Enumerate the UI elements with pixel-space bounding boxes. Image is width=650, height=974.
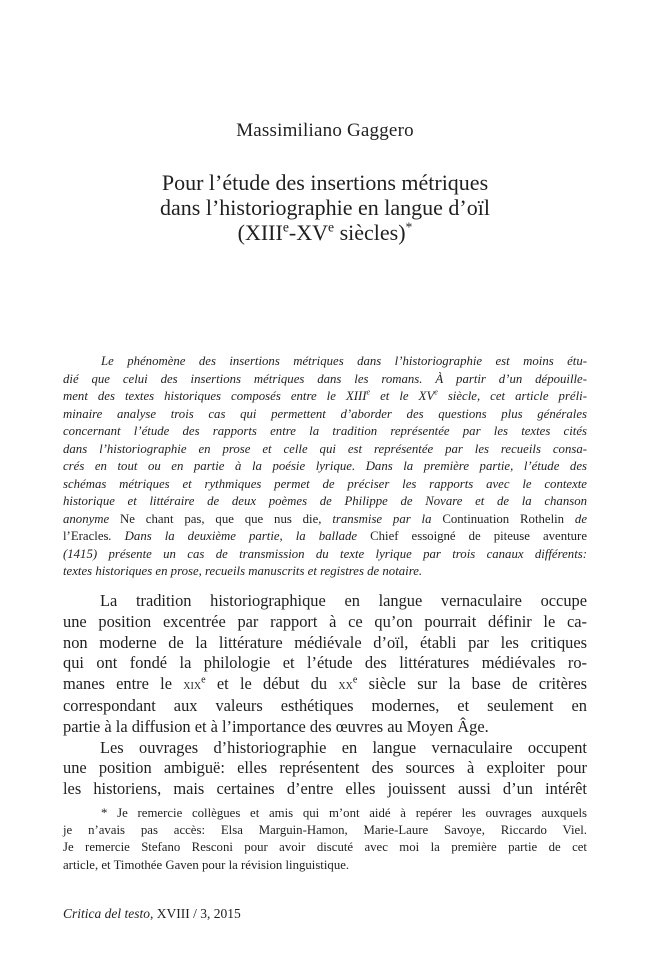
body-line: une position ambiguë: elles représentent des sources à exploiter pour [63, 758, 587, 778]
abstract-line: concernant l’étude des rapports entre la tradition représentée par les textes cités [63, 424, 587, 438]
abstract-line: crés en tout ou en partie à la poésie lyrique. Dans la première partie, l’étude des [63, 459, 587, 473]
abstract-line: schémas métriques et rythmiques permet de préciser les rapports avec le contexte [63, 476, 587, 491]
footnote-line: * Je remercie collègues et amis qui m’ont aidé à repérer les ouvrages auxquels [101, 806, 587, 820]
abstract-line: minaire analyse trois cas qui permettent d’aborder des questions plus générales [63, 406, 587, 421]
body-line: non moderne de la littérature médiévale d’oïl, établi par les critiques [63, 632, 587, 652]
abstract-line: (1415) présente un cas de transmission du texte lyrique par trois canaux différents: [63, 546, 587, 561]
title-line-2: dans l’historiographie en langue d’oïl [160, 195, 490, 220]
footnote-line: je n’avais pas accès: Elsa Marguin-Hamon, Marie-Laure Savoye, Riccardo Viel. [63, 823, 587, 838]
abstract [63, 353, 587, 581]
article-title [0, 170, 650, 245]
abstract-line: textes historiques en prose, recueils manuscrits et registres de notaire. [63, 564, 423, 578]
footnote-line: Je remercie Stefano Resconi pour avoir discuté avec moi la première partie de cet [63, 840, 587, 855]
title-line-3: (XIIIe-XVe siècles)* [237, 219, 413, 245]
footnote-line: article, et Timothée Gaven pour la révision linguistique. [63, 857, 350, 872]
title-footnote-mark: * [405, 219, 413, 235]
journal-issue: , XVIII / 3, 2015 [150, 906, 241, 921]
body-line: partie à la diffusion et à l’importance des œuvres au Moyen Âge. [63, 716, 489, 736]
author-name: Massimiliano Gaggero [236, 120, 414, 141]
footnote [63, 805, 587, 874]
body-text [63, 591, 587, 800]
title-line-1: Pour l’étude des insertions métriques [161, 170, 489, 195]
journal-citation [63, 906, 241, 922]
body-line: correspondant aux valeurs esthétiques modernes, et seulement en [63, 695, 587, 715]
body-line: La tradition historiographique en langue vernaculaire occupe [100, 591, 587, 610]
body-line: une position excentrée par rapport à ce qu’on pourrait définir le ca- [63, 611, 587, 631]
journal-name: Critica del testo [63, 906, 150, 921]
body-line: qui ont fondé la philologie et l’étude des littératures médiévales ro- [63, 653, 587, 673]
abstract-line: dié que celui des insertions métriques dans les romans. À partir d’un dépouille- [63, 371, 587, 386]
body-line: manes entre le xix$^e$ et le début du $xx^e$ siècle sur la base de critères [63, 674, 587, 694]
body-line: les historiens, mais certaines d’entre elles jouissent aussi d’un intérêt [63, 779, 587, 799]
abstract-line: historique et littéraire de deux poèmes de Philippe de Novare et de la chanson [63, 494, 587, 508]
body-line: Les ouvrages d’historiographie en langue vernaculaire occupent [100, 737, 587, 757]
abstract-line: ment des textes historiques composés entre le XIIIe et le XVe siècle, cet article préli- [63, 387, 587, 403]
abstract-line: dans l’historiographie en prose et celle qui est représentée par les recueils consa- [63, 441, 587, 456]
abstract-line: Le phénomène des insertions métriques dans l’historiographie est moins étu- [101, 354, 587, 368]
abstract-line: l’Eracles. Dans la deuxième partie, la ballade Chief essoigné de piteuse aventure [63, 529, 588, 543]
abstract-line: anonyme Ne chant pas, que que nus die, transmise par la Continuation Rothelin de [63, 511, 588, 526]
